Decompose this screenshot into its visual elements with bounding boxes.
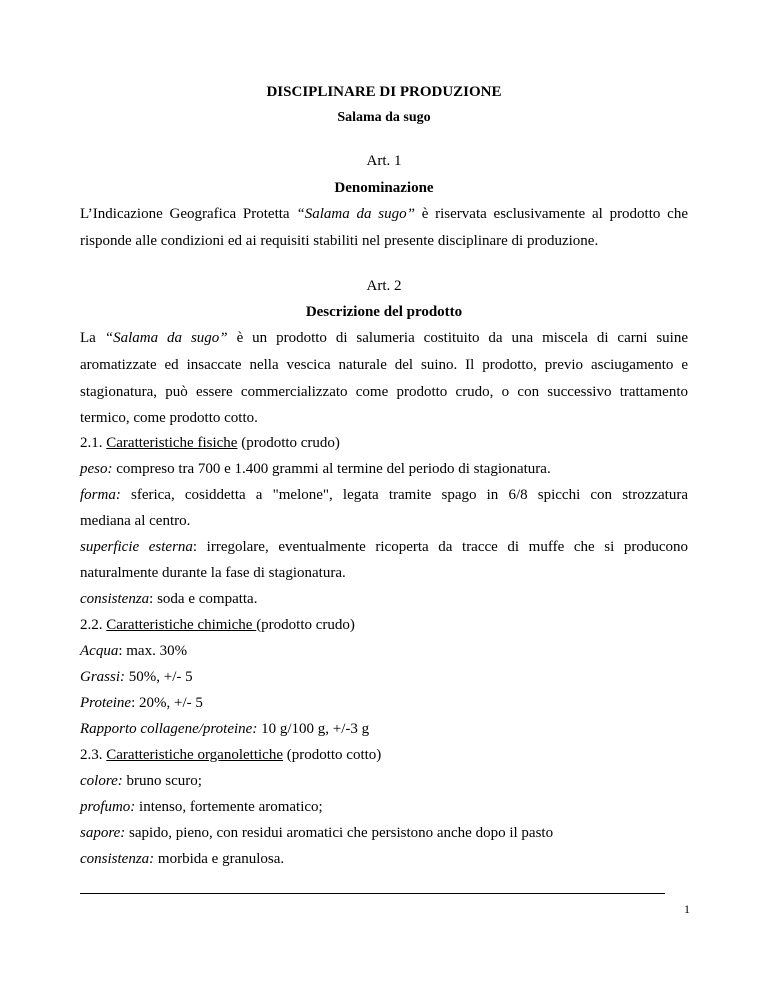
forma-line <box>80 487 688 504</box>
field-label: sapore: <box>80 825 126 841</box>
field-label: Acqua <box>80 643 119 659</box>
document-subtitle: Salama da sugo <box>337 110 431 125</box>
field-value: : max. 30% <box>118 643 188 659</box>
section-2-3-heading <box>80 747 381 764</box>
art1-heading: Denominazione <box>334 180 434 196</box>
section-number: 2.3. <box>80 747 107 763</box>
field-value: : soda e compatta. <box>149 591 258 607</box>
field-value: compreso tra 700 e 1.400 grammi al termine del periodo di stagionatura. <box>112 461 551 477</box>
colore-line <box>80 773 202 790</box>
sapore-line <box>80 825 553 842</box>
field-label: profumo: <box>80 799 136 815</box>
field-label: forma: <box>80 487 121 503</box>
section-title: Caratteristiche organolettiche <box>106 747 283 763</box>
section-title: Caratteristiche fisiche <box>106 435 238 451</box>
field-label: consistenza: <box>80 851 155 867</box>
field-label: colore: <box>80 773 123 789</box>
field-label: Proteine <box>80 695 132 711</box>
document-title: DISCIPLINARE DI PRODUZIONE <box>266 84 502 100</box>
field-label: superficie esterna <box>80 539 193 555</box>
art2-number: Art. 2 <box>366 278 402 294</box>
section-2-1-heading <box>80 435 340 452</box>
field-value: 50%, +/- 5 <box>125 669 193 685</box>
field-value: sferica, cosiddetta a "melone", legata tramite spago in 6/8 spicchi con strozzatura <box>120 487 688 503</box>
art2-heading: Descrizione del prodotto <box>305 304 463 320</box>
section-note: (prodotto cotto) <box>282 747 382 763</box>
field-value: intenso, fortemente aromatico; <box>135 799 323 815</box>
art1-paragraph-line2: risponde alle condizioni ed ai requisiti stabiliti nel presente disciplinare di produzione. <box>80 233 599 249</box>
proteine-line <box>80 695 203 712</box>
text-span: è un prodotto di salumeria costituito da una miscela di carni suine <box>227 330 688 346</box>
field-value: sapido, pieno, con residui aromatici che persistono anche dopo il pasto <box>125 825 554 841</box>
product-name: “Salama da sugo” <box>296 206 415 222</box>
field-label: Rapporto collagene/proteine: <box>80 721 258 737</box>
field-label: peso: <box>80 461 113 477</box>
field-value: : irregolare, eventualmente ricoperta da tracce di muffe che si producono <box>192 539 688 555</box>
field-value: : 20%, +/- 5 <box>131 695 203 711</box>
field-label: consistenza <box>80 591 150 607</box>
superficie-line-2: naturalmente durante la fase di stagionatura. <box>80 565 346 581</box>
field-value: morbida e granulosa. <box>154 851 285 867</box>
section-note: (prodotto crudo) <box>256 617 355 633</box>
rapporto-line <box>80 721 369 738</box>
field-value: bruno scuro; <box>122 773 202 789</box>
section-number: 2.1. <box>80 435 107 451</box>
footer-divider <box>80 893 665 894</box>
section-note: (prodotto crudo) <box>237 435 340 451</box>
profumo-line <box>80 799 323 816</box>
art1-paragraph-line1 <box>80 206 688 223</box>
page-number: 1 <box>684 902 690 916</box>
art2-paragraph-line3: stagionatura, può essere commercializzato come prodotto crudo, o con successivo trattamento <box>80 384 688 400</box>
consistenza-cotto-line <box>80 851 284 868</box>
text-span: L’Indicazione Geografica Protetta <box>80 206 297 222</box>
superficie-line <box>80 539 688 556</box>
art2-paragraph-line2: aromatizzate ed insaccate nella vescica naturale del suino. Il prodotto, previo asciugamento e <box>80 357 688 373</box>
acqua-line <box>80 643 187 660</box>
peso-line <box>80 461 551 478</box>
art2-paragraph-line1 <box>80 330 688 347</box>
art2-paragraph-line4: termico, come prodotto cotto. <box>80 410 258 426</box>
consistenza-line <box>80 591 257 608</box>
product-name: “Salama da sugo” <box>104 330 228 346</box>
forma-line-2: mediana al centro. <box>80 513 191 529</box>
field-value: 10 g/100 g, +/-3 g <box>257 721 370 737</box>
section-2-2-heading <box>80 617 355 634</box>
text-span: è riservata esclusivamente al prodotto che <box>414 206 688 222</box>
grassi-line <box>80 669 193 686</box>
art1-number: Art. 1 <box>366 153 402 169</box>
text-span: La <box>80 330 105 346</box>
field-label: Grassi: <box>80 669 126 685</box>
section-number: 2.2. <box>80 617 107 633</box>
section-title: Caratteristiche chimiche <box>106 617 257 633</box>
